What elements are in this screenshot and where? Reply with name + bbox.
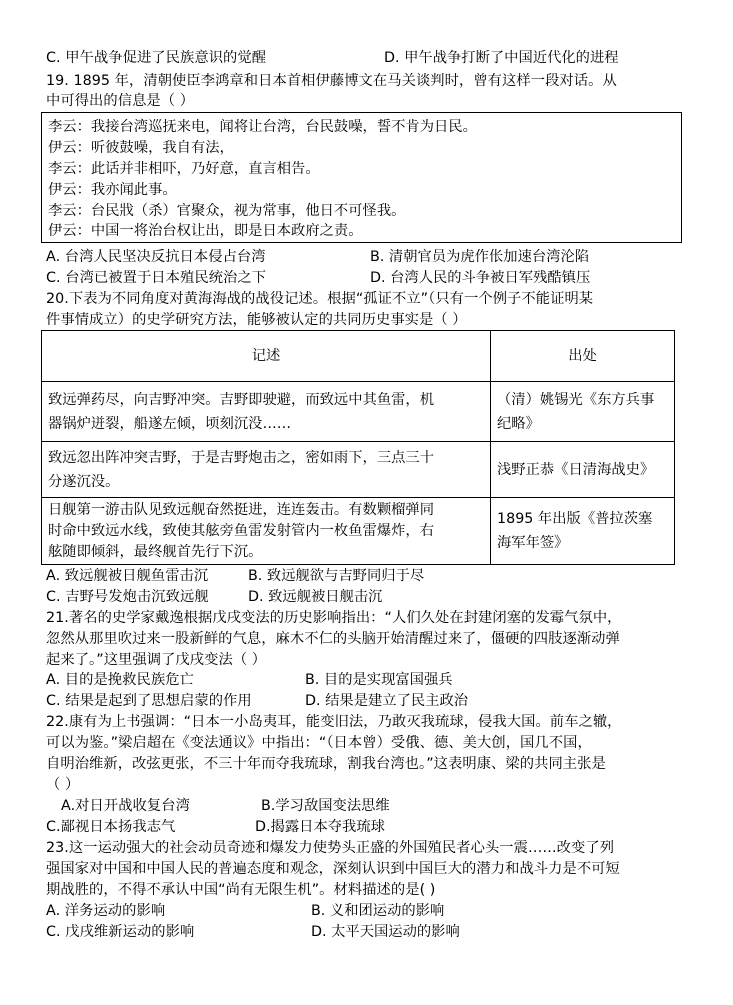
q21-stem-line2: 忽然从那里吹过来一股新鲜的气息，麻木不仁的头脑开始清醒过来了，僵硬的四肢逐渐动弹 — [46, 631, 620, 647]
q22-stem-line3: 自明治维新，改弦更张，不三十年而夺我琉球，割我台湾也。”这表明康、梁的共同主张是 — [46, 756, 606, 772]
dialog-line: 伊云：我亦闻此事。 — [48, 182, 177, 198]
q21-option-c: C. 结果是起到了思想启蒙的作用 — [46, 693, 252, 709]
record-cell — [42, 442, 491, 498]
q19-stem-line2: 中可得出的信息是（ ） — [46, 93, 195, 109]
source-cell — [491, 442, 675, 498]
q23-option-d: D. 太平天国运动的影响 — [311, 924, 460, 940]
record-line: 器锅炉迸裂，船遂左倾，顷刻沉没…… — [48, 415, 292, 432]
q23-stem-line3: 期战胜的，不得不承认中国“尚有无限生机”。材料描述的是( ) — [46, 882, 436, 898]
record-line: 致远弹药尽，向吉野冲突。吉野即驶避，而致远中其鱼雷，机 — [48, 391, 435, 408]
source-cell — [491, 498, 675, 565]
q21-option-a: A. 目的是挽救民族危亡 — [46, 672, 194, 688]
q22-stem-line4: （ ） — [46, 777, 80, 793]
q22-option-c: C.鄙视日本扬我志气 — [46, 819, 176, 835]
q22-option-d: D.揭露日本夺我琉球 — [255, 819, 385, 835]
q21-stem-line1: 21.著名的史学家戴逸根据戊戌变法的历史影响指出：“人们久处在封建闭塞的发霉气氛中， — [46, 610, 622, 626]
table-header-row — [42, 331, 675, 382]
record-line: 分遂沉没。 — [48, 473, 120, 490]
table-header-record: 记述 — [42, 331, 491, 382]
source-line: （清）姚锡光《东方兵事 — [497, 391, 655, 408]
table-row — [42, 442, 675, 498]
q22-option-a: A.对日开战收复台湾 — [61, 798, 190, 814]
q18-option-c: C. 甲午战争促进了民族意识的觉醒 — [46, 50, 267, 66]
q21-option-b: B. 目的是实现富国强兵 — [305, 672, 453, 688]
source-cell — [491, 382, 675, 442]
source-line: 浅野正恭《日清海战史》 — [497, 461, 655, 478]
dialog-line: 伊云：听彼鼓噪，我自有法， — [48, 140, 234, 156]
dialog-line: 李云：台民戕（杀）官聚众，视为常事，他日不可怪我。 — [48, 203, 406, 219]
q19-option-d: D. 台湾人民的斗争被日军残酷镇压 — [370, 270, 591, 286]
q23-stem-line1: 23.这一运动强大的社会动员奇迹和爆发力使势头正盛的外国殖民者心头一震……改变了列 — [46, 840, 615, 856]
q20-option-d: D. 致远舰被日舰击沉 — [248, 589, 383, 605]
source-line: 海军年签》 — [497, 535, 569, 551]
q20-stem-line2: 件事情成立）的史学研究方法，能够被认定的共同历史事实是（ ） — [46, 312, 467, 328]
dialog-line: 李云：我接台湾巡抚来电，闻将让台湾，台民鼓噪，誓不肯为日民。 — [48, 119, 477, 135]
q19-option-a: A. 台湾人民坚决反抗日本侵占台湾 — [46, 249, 266, 265]
q22-stem-line1: 22.康有为上书强调：“日本一小岛夷耳，能变旧法，乃敢灭我琉球，侵我大国。前车之辙， — [46, 714, 622, 730]
table-row — [42, 382, 675, 442]
record-line: 舷随即倾斜，最终舰首先行下沉。 — [48, 543, 263, 560]
q19-dialog-box — [41, 112, 682, 243]
q19-option-c: C. 台湾已被置于日本殖民统治之下 — [46, 270, 267, 286]
q19-stem-line1: 19. 1895 年，清朝使臣李鸿章和日本首相伊藤博文在马关谈判时，曾有这样一段对话。从 — [46, 73, 617, 89]
q20-stem-line1: 20.下表为不同角度对黄海海战的战役记述。根据“孤证不立”（只有一个例子不能证明某 — [46, 291, 594, 307]
record-line: 时命中致远水线，致使其舷旁鱼雷发射管内一枚鱼雷爆炸，右 — [48, 522, 435, 539]
q21-option-d: D. 结果是建立了民主政治 — [305, 693, 469, 709]
q23-option-c: C. 戊戌维新运动的影响 — [46, 924, 195, 940]
q20-records-table — [41, 330, 675, 565]
record-line: 日舰第一游击队见致远舰奋然挺进，连连轰击。有数颗榴弹同 — [48, 501, 435, 518]
record-line: 致远忽出阵冲突吉野，于是吉野炮击之，密如雨下，三点三十 — [48, 449, 435, 466]
record-cell — [42, 382, 491, 442]
q22-option-b: B.学习敌国变法思维 — [261, 798, 390, 814]
q23-option-a: A. 洋务运动的影响 — [46, 903, 166, 919]
table-header-source: 出处 — [491, 331, 675, 382]
dialog-line: 李云：此话并非相吓，乃好意，直言相告。 — [48, 161, 320, 177]
source-line: 1895 年出版《普拉茨塞 — [497, 511, 653, 527]
q23-stem-line2: 强国家对中国和中国人民的普遍态度和观念，深刻认识到中国巨大的潜力和战斗力是不可短 — [46, 861, 620, 877]
q22-stem-line2: 可以为鉴。”梁启超在《变法通议》中指出：“（日本曾）受俄、德、美大创，国几不国， — [46, 735, 592, 751]
dialog-line: 伊云：中国一将治台权让出，即是日本政府之责。 — [48, 223, 363, 239]
q21-stem-line3: 起来了。”这里强调了戊戌变法（ ） — [46, 652, 267, 668]
q20-option-b: B. 致远舰欲与吉野同归于尽 — [248, 568, 425, 584]
q20-option-a: A. 致远舰被日舰鱼雷击沉 — [46, 568, 209, 584]
table-row — [42, 498, 675, 565]
q20-option-c: C. 吉野号发炮击沉致远舰 — [46, 589, 209, 605]
q23-option-b: B. 义和团运动的影响 — [311, 903, 445, 919]
record-cell — [42, 498, 491, 565]
source-line: 纪略》 — [497, 415, 540, 432]
q19-option-b: B. 清朝官员为虎作伥加速台湾沦陷 — [370, 249, 590, 265]
q18-option-d: D. 甲午战争打断了中国近代化的进程 — [384, 50, 619, 66]
